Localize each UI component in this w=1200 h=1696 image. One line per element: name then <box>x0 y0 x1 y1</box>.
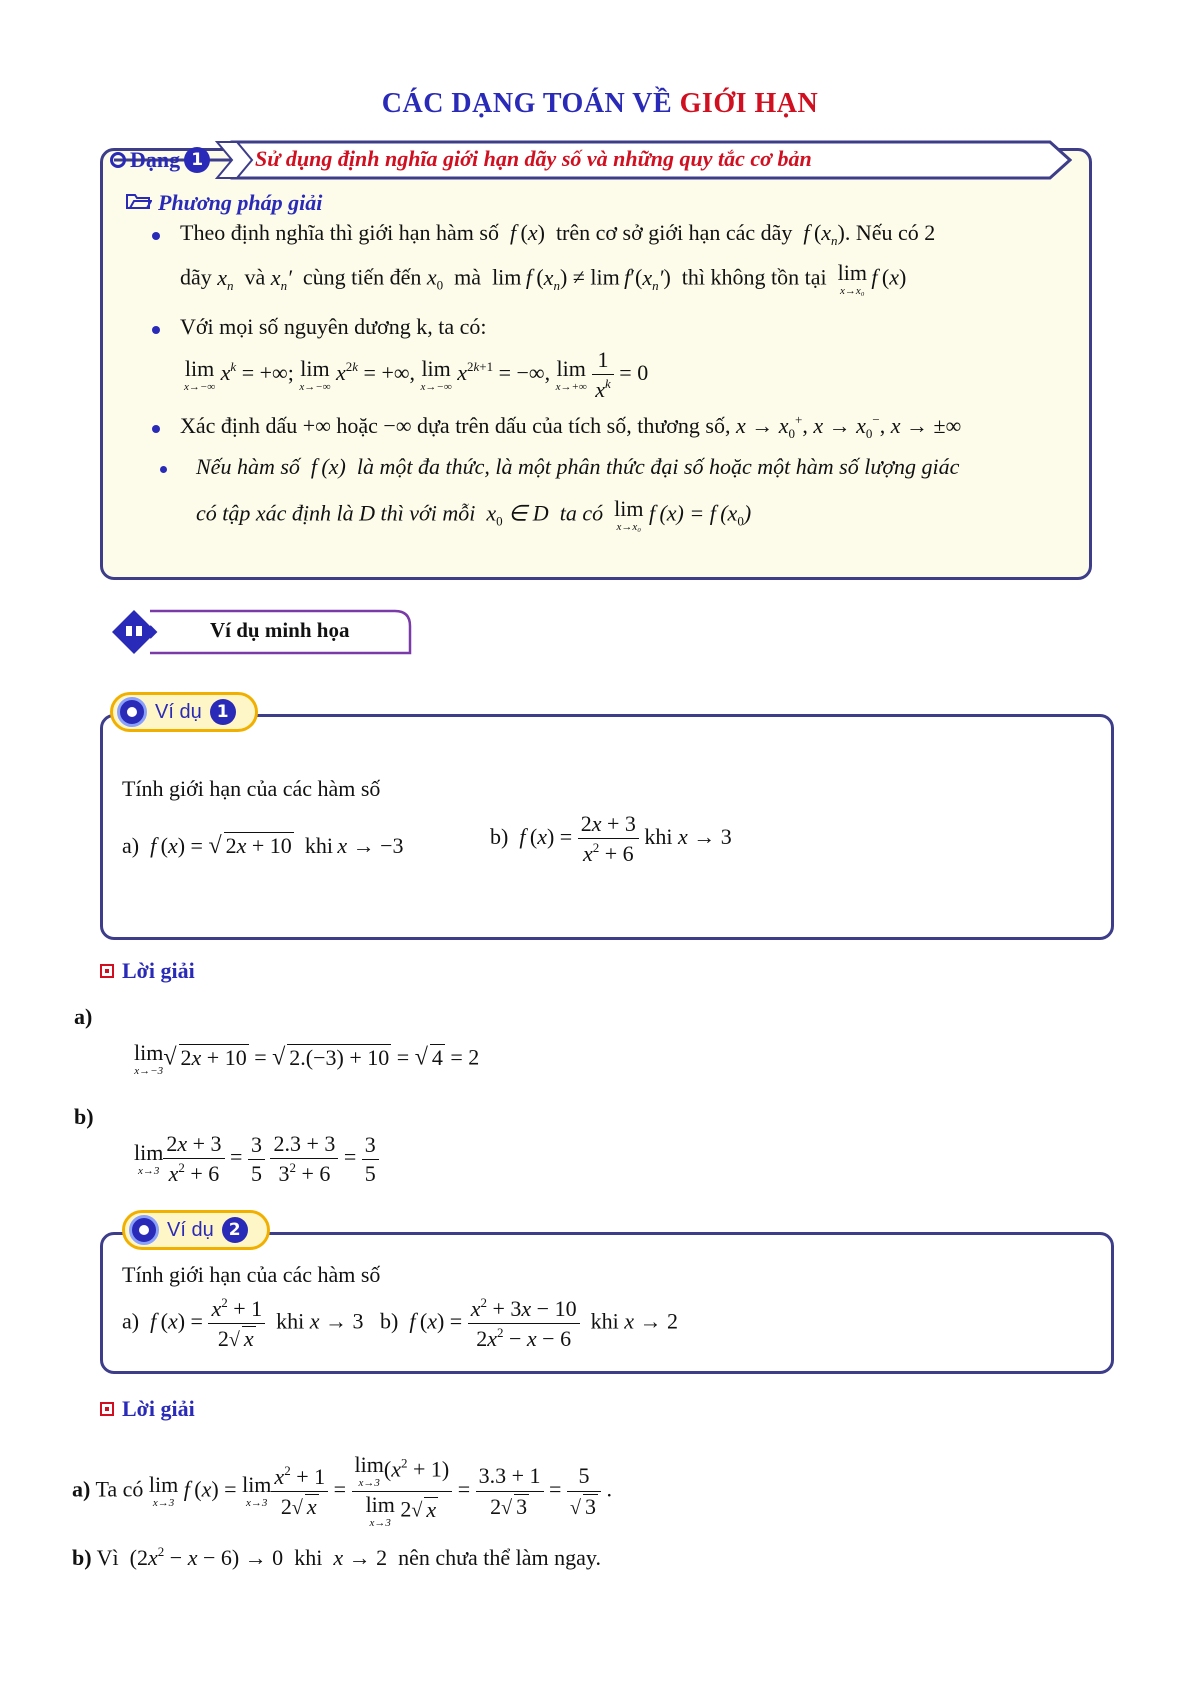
solution-1-b-label: b) <box>74 1104 94 1129</box>
bullet-2: Với mọi số nguyên dương k, ta có: <box>180 314 487 339</box>
checkbox-icon <box>100 964 114 978</box>
gear-icon <box>117 697 147 727</box>
example-header-label: Ví dụ minh họa <box>210 618 350 642</box>
bullet-icon <box>160 466 167 473</box>
solution-1-a-work: lim x→−3 √ 2x + 10 = √ 2.(−3) + 10 = √ 4 = 2 <box>134 1040 480 1077</box>
example-1-part-a: a) f (x) = √ 2x + 10 khi x → −3 <box>122 833 404 859</box>
bullet-4-line-1: Nếu hàm số f (x) là một đa thức, là một phân thức đại số hoặc một hàm số lượng giác <box>196 454 960 479</box>
example-2-prompt: Tính giới hạn của các hàm số <box>122 1262 381 1287</box>
checkbox-icon <box>100 1402 114 1416</box>
example-1-prompt: Tính giới hạn của các hàm số <box>122 776 381 801</box>
folder-icon <box>126 190 152 216</box>
dang-number: 1 <box>184 147 210 173</box>
solution-2-b: b) Vì $(2x^2 - x - 6) \to 0$ khi x → 2 nên chưa thể làm ngay. <box>72 1544 601 1570</box>
example-2-parts: a) f (x) = $\frac{x^2 + 1}{2√ x}$ khi x → 3 b) f (x) = $\frac{x^2 + 3x - 10}{2x^2 - x - 6}$ khi x → 2 <box>122 1295 678 1352</box>
bullet-3: Xác định dấu +∞ hoặc −∞ dựa trên dấu của tích số, thương số, $x \to x_0^+$, $x \to x_0^-$, x → ±∞ <box>180 412 962 441</box>
method-heading: Phương pháp giải <box>126 190 322 216</box>
bullet-icon <box>152 425 160 433</box>
solution-1-b-work: lim x→3 $\frac{2x + 3}{x^2 + 6}$ = $\frac{3}{5}$ $\frac{2.3 + 3}{3^2 + 6}$ = $\frac{3}{5}$ <box>134 1132 379 1186</box>
limit-rules: lim x→−∞ $x^k$ = +∞; lim x→−∞ $x^{2k}$ = +∞, lim x→−∞ $x^{2k+1}$ = −∞, lim x→+∞ $\frac{1}{x^k}$ = 0 <box>184 347 649 403</box>
gear-icon <box>129 1215 159 1245</box>
solution-1-heading: Lời giải <box>100 958 195 984</box>
solution-2-heading: Lời giải <box>100 1396 195 1422</box>
solution-1-a-label: a) <box>74 1004 93 1029</box>
bullet-4-line-2: có tập xác định là D thì với mỗi $x_0$ ∈ D ta có lim x→x₀ f (x) = f $(x_0)$ <box>196 496 752 533</box>
bullet-icon <box>152 232 160 240</box>
page-title: CÁC DẠNG TOÁN VỀ GIỚI HẠN <box>381 88 819 119</box>
bullet-1-line-2: dãy $x_n$ và $x_n'$ cùng tiến đến $x_0$ mà lim f $(x_n) \ne \lim f'(x_n')$ thì không tồn tại lim x→x₀ f (x) <box>180 260 907 297</box>
bullet-1-line-1: Theo định nghĩa thì giới hạn hàm số f (x) trên cơ sở giới hạn các dãy f $(x_n)$. Nếu có 2 <box>180 220 936 248</box>
solution-2-a: a) Ta có lim x→3 f (x) = lim x→3 $\frac{x^2 + 1}{2√ x}$ = lim x→3 $(x^2 + 1)$ lim x→3 2√ x = $\frac{3.3 + 1}{2√ 3}$ = $\frac{5}{√ 3}$ . <box>72 1452 612 1529</box>
example-2-badge: Ví dụ 2 <box>122 1210 270 1250</box>
example-1-part-b: b) f (x) = $\frac{2x + 3}{x^2 + 6}$ khi x → 3 <box>490 811 732 867</box>
ring-icon <box>110 152 126 168</box>
example-1-badge: Ví dụ 1 <box>110 692 258 732</box>
dang-badge: Dạng 1 <box>110 143 230 177</box>
dang-title: Sử dụng định nghĩa giới hạn dãy số và những quy tắc cơ bản <box>255 146 812 171</box>
bullet-icon <box>152 326 160 334</box>
